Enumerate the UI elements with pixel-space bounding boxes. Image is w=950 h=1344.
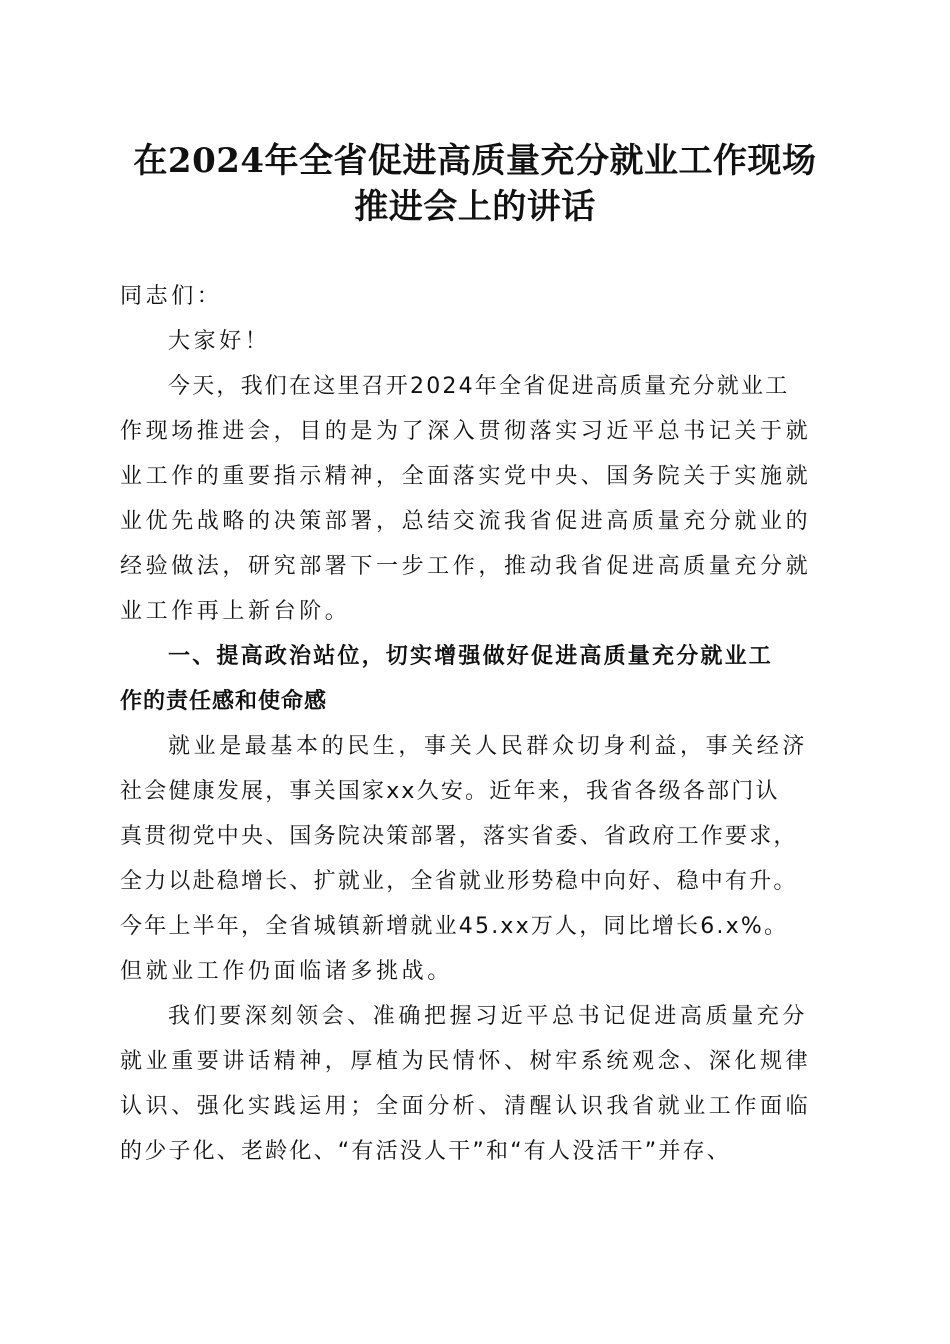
paragraph-1-line: 作现场推进会，目的是为了深入贯彻落实习近平总书记关于就 xyxy=(120,419,812,444)
document-title-line-2: 推进会上的讲话 xyxy=(354,187,596,227)
paragraph-1-line: 今天，我们在这里召开2024年全省促进高质量充分就业工 xyxy=(168,374,790,399)
section-heading-line: 一、提高政治站位，切实增强做好促进高质量充分就业工 xyxy=(168,644,774,669)
paragraph-3-line: 我们要深刻领会、准确把握习近平总书记促进高质量充分 xyxy=(168,1004,809,1029)
salutation: 同志们： xyxy=(120,284,223,309)
paragraph-1-line: 经验做法，研究部署下一步工作，推动我省促进高质量充分就 xyxy=(120,554,812,579)
paragraph-2-line: 全力以赴稳增长、扩就业，全省就业形势稳中向好、稳中有升。 xyxy=(120,869,798,894)
paragraph-2-line: 就业是最基本的民生，事关人民群众切身利益，事关经济 xyxy=(168,734,809,759)
paragraph-1-line: 业工作再上新台阶。 xyxy=(120,599,351,624)
section-heading-line: 作的责任感和使命感 xyxy=(120,689,328,714)
paragraph-3-line: 认识、强化实践运用；全面分析、清醒认识我省就业工作面临 xyxy=(120,1094,812,1119)
paragraph-3-line: 就业重要讲话精神，厚植为民情怀、树牢系统观念、深化规律 xyxy=(120,1049,812,1074)
paragraph-2-line: 真贯彻党中央、国务院决策部署，落实省委、省政府工作要求， xyxy=(120,824,798,849)
paragraph-2-line: 但就业工作仍面临诸多挑战。 xyxy=(120,959,453,984)
paragraph-2-line: 今年上半年，全省城镇新增就业45.xx万人，同比增长6.x%。 xyxy=(120,914,789,939)
greeting: 大家好！ xyxy=(168,329,271,354)
paragraph-2-line: 社会健康发展，事关国家xx久安。近年来，我省各级各部门认 xyxy=(120,779,780,804)
paragraph-1-line: 业工作的重要指示精神，全面落实党中央、国务院关于实施就 xyxy=(120,464,812,489)
document-title-line-1: 在2024年全省促进高质量充分就业工作现场 xyxy=(133,141,817,181)
paragraph-3-line: 的少子化、老龄化、“有活没人干”和“有人没活干”并存、 xyxy=(120,1139,731,1164)
paragraph-1-line: 业优先战略的决策部署，总结交流我省促进高质量充分就业的 xyxy=(120,509,812,534)
